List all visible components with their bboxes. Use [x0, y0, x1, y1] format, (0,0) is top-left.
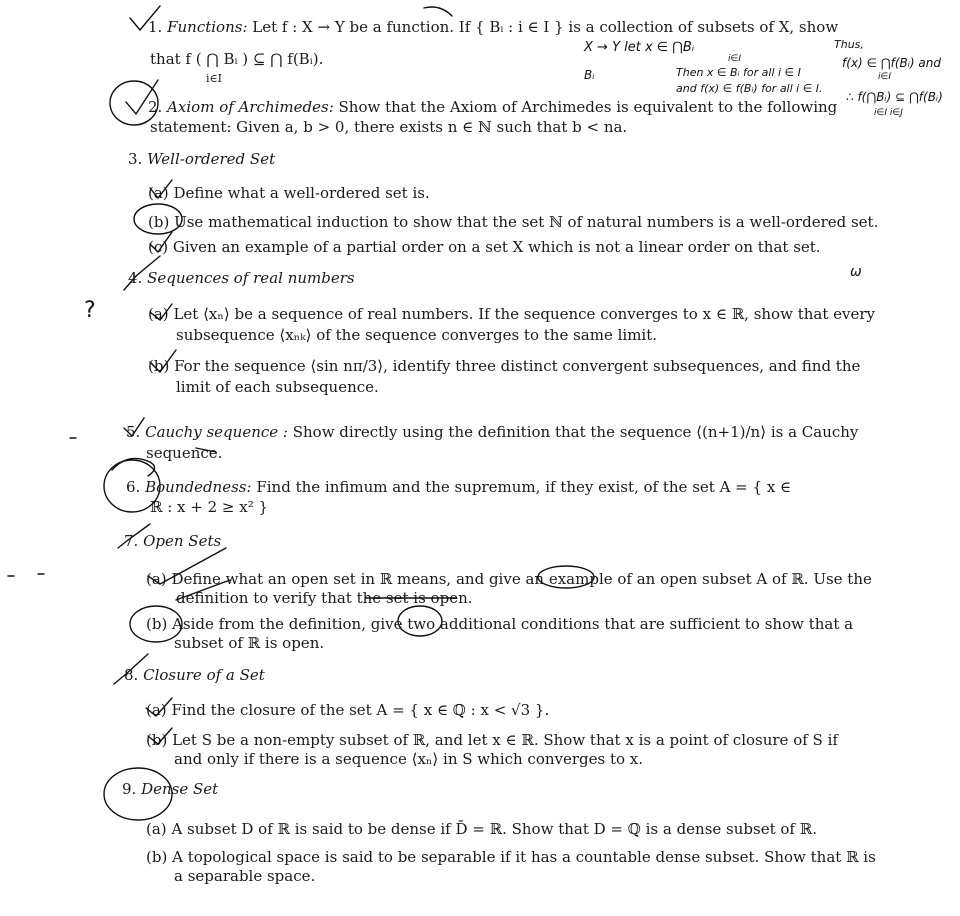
problem-title: Axiom of Archimedes:	[167, 98, 334, 116]
handwritten-note-3: and f(x) ∈ f(Bᵢ) for all i ∈ I.	[676, 82, 823, 95]
part-label: (b)	[148, 357, 170, 375]
handwritten-note-2: Then x ∈ Bᵢ for all i ∈ I	[676, 66, 801, 79]
problem-8a	[146, 701, 549, 719]
part-text: Use mathematical induction to show that the set ℕ of natural numbers is a well-ordered set.	[174, 213, 879, 231]
problem-title: Cauchy sequence :	[145, 423, 288, 441]
problem-8b-line-1	[146, 731, 838, 749]
problem-number: 3.	[128, 150, 143, 168]
handwritten-note-bi: Bᵢ	[584, 68, 595, 82]
problem-7b-line-1	[146, 615, 853, 633]
problem-4b-line-1	[148, 357, 860, 375]
problem-1-line-1	[148, 18, 838, 36]
problem-9-heading	[122, 780, 218, 798]
part-text: Find the closure of the set A = { x ∈ ℚ : x < √3 }.	[171, 701, 550, 719]
part-label: (b)	[148, 213, 170, 231]
problem-3-heading	[128, 150, 275, 168]
problem-title: Dense Set	[141, 780, 219, 798]
handwritten-note-right-1: f(x) ∈ ⋂f(Bᵢ) and	[842, 56, 941, 70]
problem-title: Functions:	[167, 18, 248, 36]
margin-question-mark: ?	[84, 298, 96, 323]
problem-4b-line-2: limit of each subsequence.	[176, 378, 379, 396]
problem-7a-line-2: definition to verify that the set is open.	[176, 589, 473, 607]
problem-2-line-2: statement: Given a, b > 0, there exists n ∈ ℕ such that b < na.	[150, 118, 628, 136]
problem-title: Open Sets	[143, 532, 222, 550]
part-text: Define what an open set in ℝ means, and give an example of an open subset A of ℝ. Use the	[171, 570, 872, 588]
problem-7b-line-2: subset of ℝ is open.	[174, 634, 325, 652]
part-label: (a)	[148, 184, 169, 202]
problem-5-line-2: sequence.	[146, 444, 223, 462]
problem-6-line-2: ℝ : x + 2 ≥ x² }	[150, 498, 269, 516]
top-scribble	[424, 7, 452, 16]
problem-number: 1.	[148, 18, 163, 36]
problem-7-heading	[124, 532, 221, 550]
problem-8-heading	[124, 666, 265, 684]
problem-title: Well-ordered Set	[147, 150, 276, 168]
problem-1-index: i∈I	[206, 72, 223, 85]
part-text: Let S be a non-empty subset of ℝ, and let x ∈ ℝ. Show that x is a point of closure of S if	[172, 731, 838, 749]
part-label: (a)	[148, 305, 169, 323]
problem-5-line-1	[126, 423, 858, 441]
problem-2-line-1	[148, 98, 837, 116]
problem-4-heading	[128, 269, 355, 287]
problem-number: 6.	[126, 478, 141, 496]
problem-number: 2.	[148, 98, 163, 116]
part-label: (c)	[148, 238, 169, 256]
part-text: Aside from the definition, give two additional conditions that are sufficient to show that a	[172, 615, 854, 633]
problem-title: Sequences of real numbers	[147, 269, 355, 287]
part-label: (a)	[146, 820, 167, 838]
problem-text: Show directly using the definition that the sequence ⟨(n+1)/n⟩ is a Cauchy	[292, 423, 859, 441]
problem-9a	[146, 820, 817, 838]
part-label: (b)	[146, 731, 168, 749]
problem-7a-line-1	[146, 570, 872, 588]
problem-text: Find the infimum and the supremum, if they exist, of the set A = { x ∈	[256, 478, 792, 496]
problem-title: Boundedness:	[145, 478, 252, 496]
part-text: A topological space is said to be separable if it has a countable dense subset. Show that ℝ is	[172, 848, 876, 866]
problem-text: Let f : X → Y be a function. If { Bᵢ : i ∈ I } is a collection of subsets of X, show	[252, 18, 839, 36]
handwritten-note-thus: Thus,	[834, 38, 864, 51]
problem-title: Closure of a Set	[143, 666, 265, 684]
part-text: Define what a well-ordered set is.	[173, 184, 430, 202]
problem-6-line-1	[126, 478, 791, 496]
part-text: For the sequence ⟨sin nπ/3⟩, identify three distinct convergent subsequences, and find the	[174, 357, 861, 375]
part-label: (a)	[146, 701, 167, 719]
part-label: (b)	[146, 848, 168, 866]
handwritten-note-1-index: i∈I	[728, 54, 741, 64]
problem-3a	[148, 184, 430, 202]
part-text: A subset D of ℝ is said to be dense if D̄ = ℝ. Show that D = ℚ is a dense subset of ℝ.	[171, 820, 817, 838]
problem-number: 9.	[122, 780, 137, 798]
problem-8b-line-2: and only if there is a sequence ⟨xₙ⟩ in S which converges to x.	[174, 750, 644, 768]
problem-9b-line-2: a separable space.	[174, 867, 316, 885]
margin-scribble: ω	[850, 264, 862, 280]
handwritten-note-right-2: ∴ f(⋂Bᵢ) ⊆ ⋂f(Bᵢ)	[846, 90, 943, 104]
problem-9b-line-1	[146, 848, 876, 866]
part-text: Let ⟨xₙ⟩ be a sequence of real numbers. If the sequence converges to x ∈ ℝ, show that every	[173, 305, 875, 323]
handwritten-note-right-1-index: i∈I	[878, 72, 891, 82]
problem-1-line-2: that f ( ⋂ Bᵢ ) ⊆ ⋂ f(Bᵢ).	[150, 50, 324, 68]
problem-text: Show that the Axiom of Archimedes is equivalent to the following	[338, 98, 838, 116]
problem-4a-line-1	[148, 305, 875, 323]
part-label: (a)	[146, 570, 167, 588]
problem-number: 4.	[128, 269, 143, 287]
handwritten-note-1: X → Y let x ∈ ⋂Bᵢ	[584, 40, 695, 55]
problem-3b	[148, 213, 878, 231]
part-text: Given an example of a partial order on a set X which is not a linear order on that set.	[172, 238, 821, 256]
part-label: (b)	[146, 615, 168, 633]
problem-4a-line-2: subsequence ⟨xₙₖ⟩ of the sequence converges to the same limit.	[176, 326, 658, 344]
problem-number: 7.	[124, 532, 139, 550]
problem-number: 5.	[126, 423, 141, 441]
problem-3c	[148, 238, 821, 256]
handwritten-note-right-2-index: i∈I i∈J	[874, 108, 903, 118]
problem-number: 8.	[124, 666, 139, 684]
